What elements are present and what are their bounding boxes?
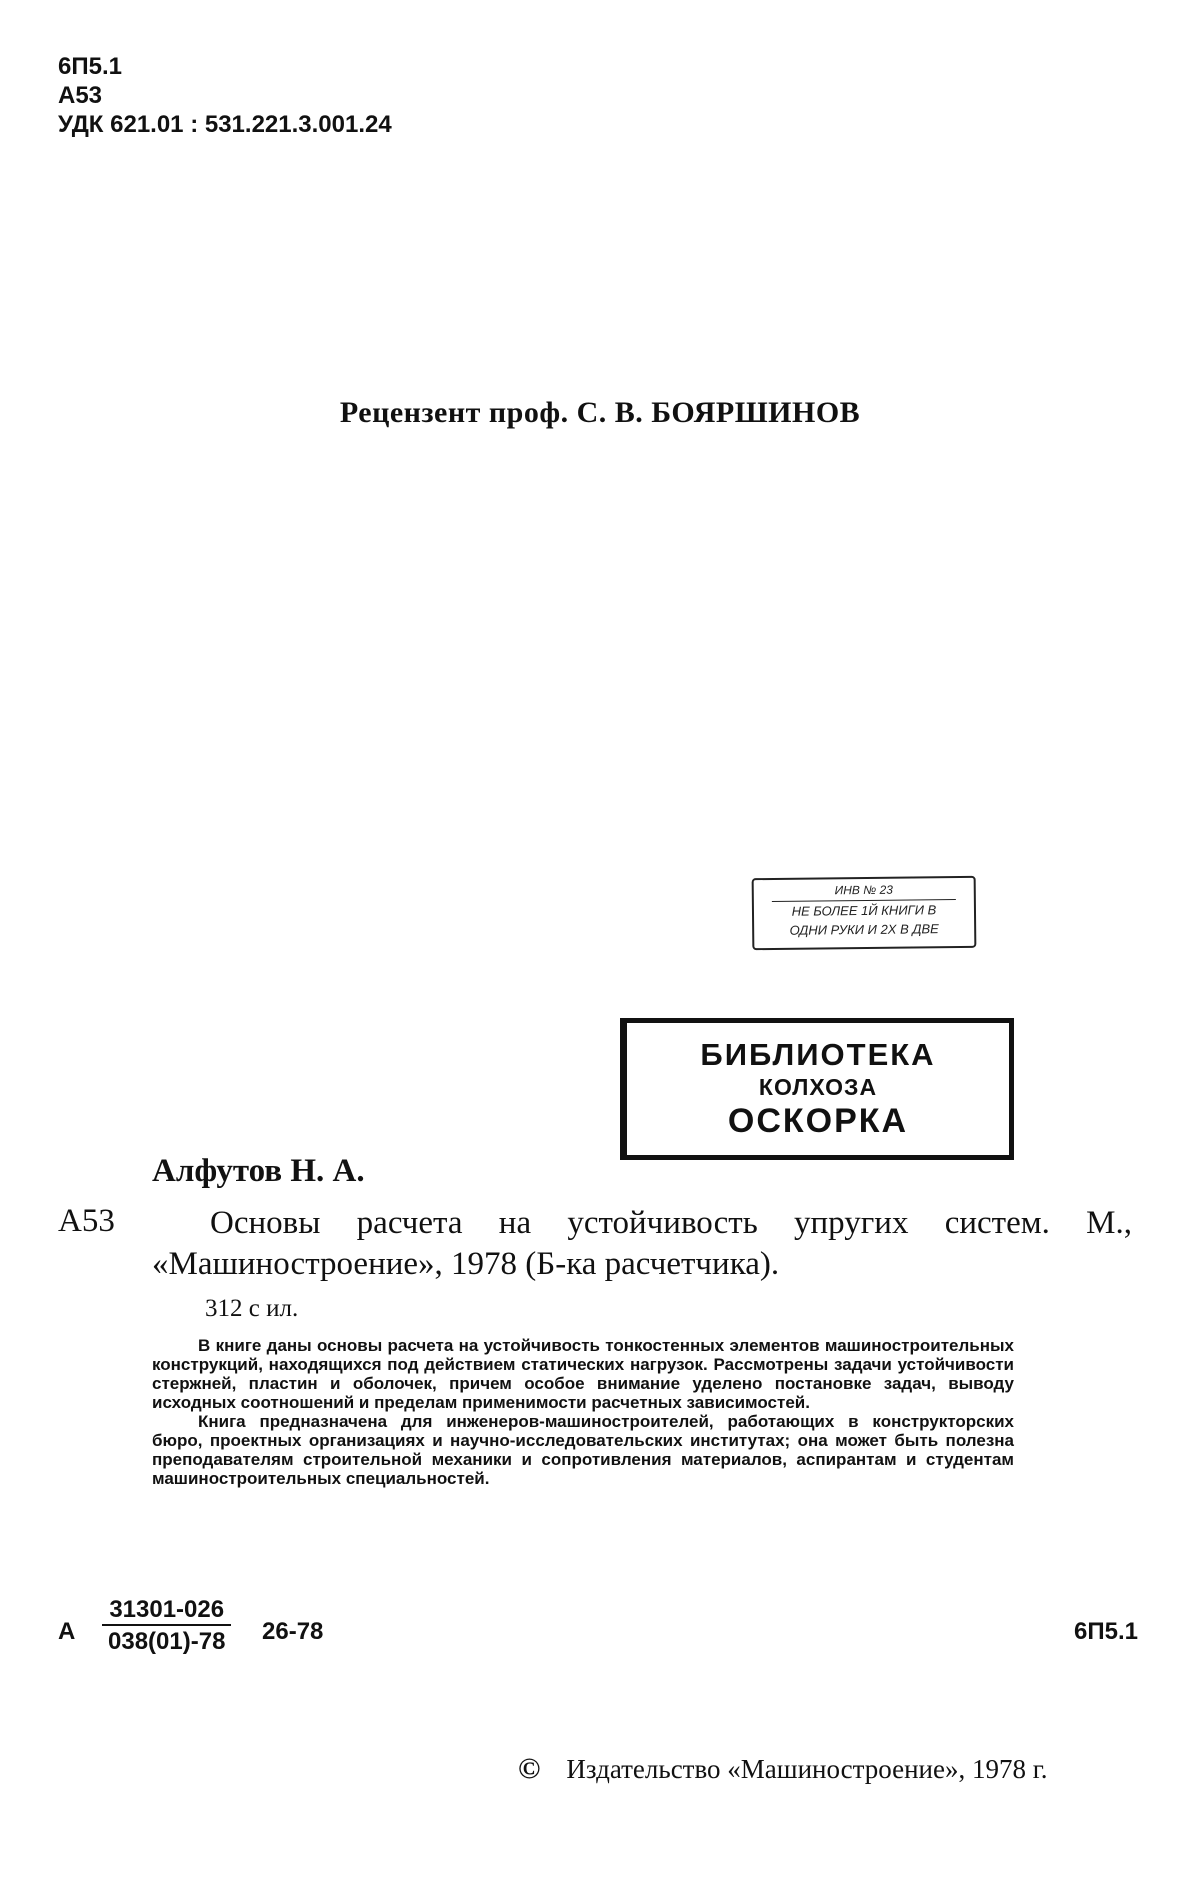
annotation bbox=[152, 1336, 1014, 1488]
inventory-stamp-line-1: ИНВ № 23 bbox=[772, 880, 956, 902]
index-letter: А bbox=[58, 1618, 76, 1645]
inventory-stamp bbox=[752, 876, 977, 950]
catalog-code: А53 bbox=[58, 1203, 115, 1239]
library-stamp-line-3: ОСКОРКА bbox=[727, 1102, 909, 1140]
classification-line-2: А53 bbox=[58, 82, 103, 109]
copyright-text: Издательство «Машиностроение», 1978 г. bbox=[566, 1754, 1048, 1784]
library-stamp bbox=[620, 1018, 1014, 1160]
author-name: Алфутов Н. А. bbox=[152, 1153, 365, 1189]
inventory-stamp-line-3: ОДНИ РУКИ И 2Х В ДВЕ bbox=[789, 921, 939, 938]
library-stamp-line-1: БИБЛИОТЕКА bbox=[700, 1037, 936, 1072]
index-code: 26-78 bbox=[262, 1618, 324, 1645]
inventory-stamp-line-2: НЕ БОЛЕЕ 1Й КНИГИ В bbox=[791, 902, 937, 919]
index-fraction bbox=[102, 1596, 231, 1656]
page-count: 312 с ил. bbox=[205, 1295, 299, 1322]
udc-line: УДК 621.01 : 531.221.3.001.24 bbox=[58, 111, 392, 138]
copyright-line bbox=[518, 1752, 1047, 1786]
index-denominator: 038(01)-78 bbox=[108, 1628, 226, 1655]
library-stamp-line-2: КОЛХОЗА bbox=[758, 1074, 878, 1100]
index-classification: 6П5.1 bbox=[1074, 1618, 1138, 1645]
classification-line-1: 6П5.1 bbox=[58, 53, 122, 80]
annotation-paragraph-2: Книга предназначена для инженеров-машиностроителей, работающих в конструкторских бюро, проектных организациях и научно-исследовательских институтах; она может быть полезна преподавателям строительной механики и сопротивления материалов, аспирантам и студентам машиностроительных специальностей. bbox=[152, 1412, 1014, 1488]
publication-index bbox=[58, 1596, 1138, 1676]
annotation-paragraph-1: В книге даны основы расчета на устойчивость тонкостенных элементов машиностроительных конструкций, находящихся под действием статических нагрузок. Рассмотрены задачи устойчивости стержней, пластин и оболочек, причем особое внимание уделено постановке задач, выводу исходных соотношений и пределам применимости расчетных зависимостей. bbox=[152, 1336, 1014, 1412]
classification-block bbox=[58, 52, 392, 139]
index-numerator: 31301-026 bbox=[102, 1596, 231, 1626]
reviewer-line: Рецензент проф. С. В. БОЯРШИНОВ bbox=[339, 396, 861, 429]
copyright-symbol: © bbox=[518, 1752, 541, 1785]
bibliographic-title: Основы расчета на устойчивость упругих систем. М., «Машиностроение», 1978 (Б-ка расчетчика). bbox=[152, 1205, 1132, 1282]
